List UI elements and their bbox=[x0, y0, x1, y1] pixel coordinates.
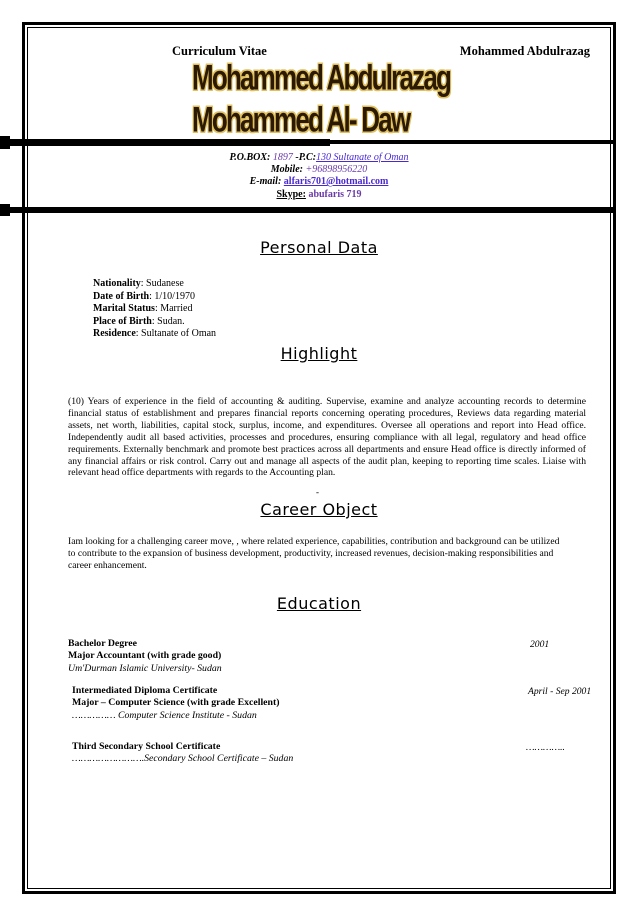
divider-bar-top-left bbox=[0, 139, 330, 146]
section-title-personal: Personal Data bbox=[260, 238, 378, 257]
divider-bar-bottom bbox=[0, 207, 616, 213]
education-entry-2: Intermediated Diploma Certificate Major – Computer Science (with grade Excellent) …………… Computer Science Institute - Sudan bbox=[72, 685, 280, 721]
pc-value[interactable]: 130 Sultanate of Oman bbox=[316, 152, 409, 163]
education-date-3: ………….. bbox=[526, 742, 565, 753]
section-title-education: Education bbox=[276, 594, 362, 613]
mobile-label: Mobile: bbox=[270, 164, 303, 175]
header-left: Curriculum Vitae bbox=[172, 44, 267, 58]
email-link[interactable]: alfaris701@hotmail.com bbox=[283, 176, 389, 187]
personal-row-marital: Marital Status: Married bbox=[93, 303, 193, 315]
divider-bar-bottom-cap bbox=[0, 204, 10, 216]
pobox-label: P.O.BOX: bbox=[229, 152, 271, 163]
section-title-career: Career Object bbox=[260, 500, 378, 519]
pc-label: -P.C: bbox=[295, 152, 317, 163]
career-paragraph: Iam looking for a challenging career move, , where related experience, capabilities, contribution and background can be utilized to contribute to the expansion of business development, productivity, increased revenues, decision-making responsibilities and career enhancement. bbox=[68, 536, 560, 571]
education-entry-3: Third Secondary School Certificate …………………….Secondary School Certificate – Sudan bbox=[72, 741, 294, 765]
education-date-1: 2001 bbox=[530, 639, 550, 650]
mobile-value: +96898956220 bbox=[305, 164, 368, 175]
personal-row-birthplace: Place of Birth: Sudan. bbox=[93, 315, 185, 327]
contact-mobile bbox=[0, 164, 638, 175]
contact-pobox bbox=[0, 152, 638, 163]
skype-value[interactable]: abufaris 719 bbox=[308, 189, 362, 200]
email-label: E-mail: bbox=[249, 176, 282, 187]
skype-label: Skype: bbox=[276, 189, 306, 200]
personal-data-list bbox=[93, 278, 216, 341]
personal-row-nationality: Nationality: Sudanese bbox=[93, 278, 184, 289]
full-name-banner: Mohammed Abdulrazag Mohammed Al- Daw bbox=[192, 57, 451, 140]
highlight-paragraph: (10) Years of experience in the field of accounting & auditing. Supervise, examine and analyze accounting records to determine financial status of establishment and prepares financial reports concerning operating procedures, Reviews data regarding material assets, net worth, liabilities, capital stock, surplus, income, and expenditures. Oversee all operations and report into Head office. Independently audit all based activities, processes and procedures, ensuring compliance with all legal, regulatory and head office requirements. Externally benchmark and promote best practices across all departments and ensure Head office is directly informed of any financial affairs or risk control. Carry out and manage all aspects of the audit plan, keeping to reporting time scales. Liaise with relevant head office departments with regards to the Accounting plan. bbox=[68, 396, 586, 479]
divider-bar-cap bbox=[0, 136, 10, 149]
stray-dash: - bbox=[316, 487, 319, 497]
pobox-value: 1897 bbox=[272, 152, 293, 163]
header-right: Mohammed Abdulrazag bbox=[459, 44, 590, 58]
contact-skype bbox=[0, 189, 638, 200]
personal-row-residence: Residence: Sultanate of Oman bbox=[93, 328, 217, 340]
education-date-2: April - Sep 2001 bbox=[528, 686, 592, 697]
personal-row-dob: Date of Birth: 1/10/1970 bbox=[93, 290, 195, 302]
divider-bar-top-right bbox=[330, 140, 616, 144]
contact-email bbox=[0, 176, 638, 187]
section-title-highlight: Highlight bbox=[280, 344, 358, 363]
education-entry-1: Bachelor Degree Major Accountant (with grade good) Um'Durman Islamic University- Sudan bbox=[68, 638, 222, 674]
